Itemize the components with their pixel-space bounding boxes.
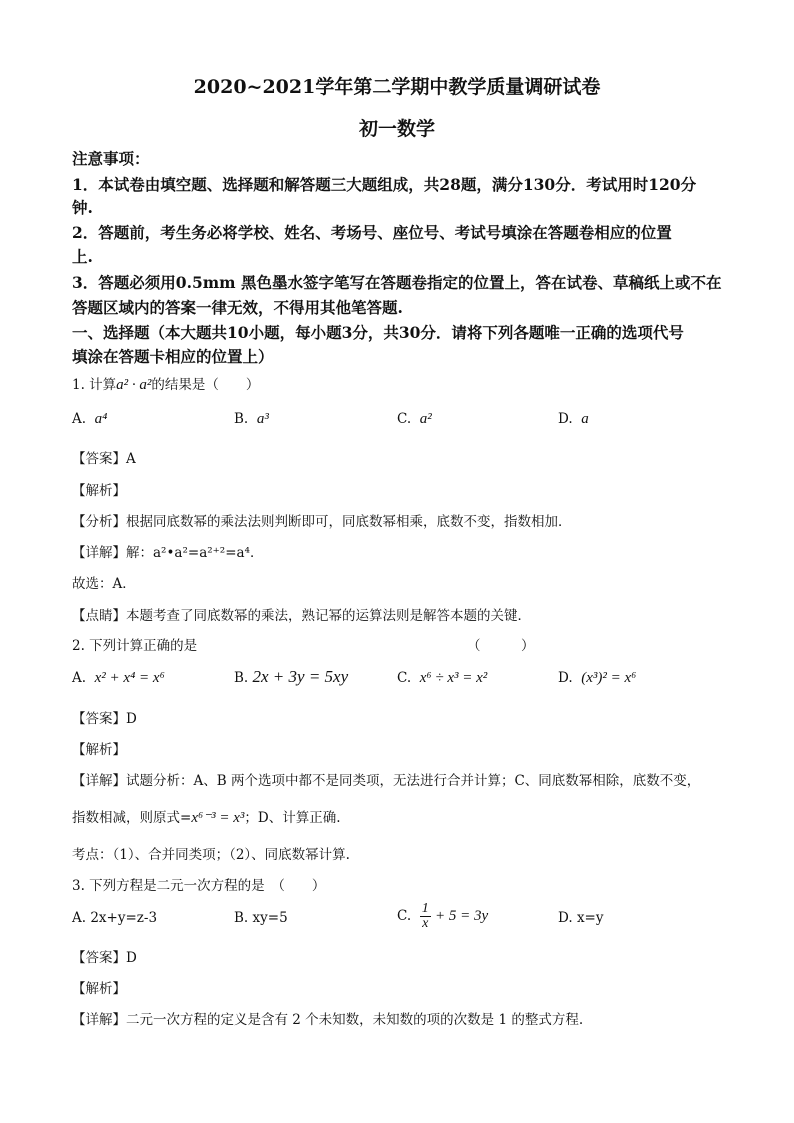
q1-detail: 【详解】解：a²•a²=a²⁺²=a⁴． <box>72 545 264 561</box>
q2-option-b <box>234 667 348 687</box>
q2-option-b-text: 2x + 3y = 5xy <box>252 667 349 686</box>
q3-option-d-text: x=y <box>576 910 604 926</box>
q2-detail-a: 【详解】试题分析：A、B 两个选项中都不是同类项，无法进行合并计算；C、同底数幂相除，底数不变， <box>72 773 701 789</box>
q3-option-a <box>72 910 157 926</box>
q3-detail: 【详解】二元一次方程的定义是含有 2 个未知数，未知数的项的次数是 1 的整式方程. <box>72 1012 584 1028</box>
q1-stem-suffix: 的结果是（ ） <box>151 377 260 393</box>
note-3-line-b: 答题区域内的答案一律无效，不得用其他笔答题. <box>72 298 403 317</box>
section1-heading-b: 填涂在答题卡相应的位置上） <box>72 347 274 366</box>
q1-option-d-text: a <box>581 411 589 427</box>
q3-option-b-text: xy=5 <box>252 910 288 926</box>
q1-option-d-label: D. <box>558 411 573 427</box>
q2-detail-b-prefix: 指数相减，则原式= <box>72 810 192 826</box>
q1-option-c-text: a² <box>419 411 432 427</box>
note-2-line-b: 上. <box>72 247 93 266</box>
q2-option-c-label: C. <box>397 670 412 686</box>
q1-dianjing: 【点睛】本题考查了同底数幂的乘法，熟记幂的运算法则是解答本题的关键． <box>72 608 531 624</box>
q2-option-c-text: x⁶ ÷ x³ = x² <box>419 670 488 686</box>
q2-detail-b-math: x⁶⁻³ = x³ <box>191 810 245 826</box>
q2-option-d-text: (x³)² = x⁶ <box>581 670 637 686</box>
q1-option-c-label: C. <box>397 411 412 427</box>
q1-choose: 故选：A． <box>72 576 136 592</box>
q1-option-b <box>234 411 269 428</box>
q2-option-d <box>558 670 636 687</box>
q2-stem: 2. 下列计算正确的是 <box>72 638 198 654</box>
q3-option-c-text: + 5 = 3y <box>435 908 489 924</box>
q2-option-a <box>72 670 165 687</box>
q3-option-b-label: B. <box>234 910 249 926</box>
q3-option-b <box>234 910 288 926</box>
q1-stem-prefix: 1. 计算 <box>72 377 117 393</box>
q1-option-d <box>558 411 589 428</box>
q1-analysis-tag: 【解析】 <box>72 483 126 499</box>
q3-analysis-tag: 【解析】 <box>72 981 126 997</box>
exam-subtitle: 初一数学 <box>358 118 435 140</box>
q3-option-a-text: 2x+y=z-3 <box>90 910 158 926</box>
q2-option-a-label: A. <box>72 670 87 686</box>
q2-answer-paren: （ ） <box>467 638 535 654</box>
q2-option-c <box>397 670 487 687</box>
q2-option-d-label: D. <box>558 670 573 686</box>
q3-answer: 【答案】D <box>72 950 137 966</box>
q3-fraction-denominator: x <box>422 916 429 931</box>
section1-heading-a: 一、选择题（本大题共10小题，每小题3分，共30分．请将下列各题唯一正确的选项代号 <box>72 323 684 342</box>
q2-detail-b <box>72 806 341 827</box>
note-2-line-a: 2．答题前，考生务必将学校、姓名、考场号、座位号、考试号填涂在答题卷相应的位置 <box>72 223 672 242</box>
q3-option-a-label: A. <box>72 910 87 926</box>
q2-option-b-label: B. <box>234 670 249 686</box>
q3-option-d-label: D. <box>558 910 573 926</box>
q2-analysis-tag: 【解析】 <box>72 742 126 758</box>
q1-option-a-text: a⁴ <box>94 411 108 427</box>
q2-option-a-text: x² + x⁴ = x⁶ <box>94 670 165 686</box>
q1-option-a-label: A. <box>72 411 87 427</box>
q3-fraction-numerator: 1 <box>421 901 429 916</box>
q1-fenxi: 【分析】根据同底数幂的乘法法则判断即可，同底数幂相乘，底数不变，指数相加． <box>72 514 572 530</box>
q1-option-a <box>72 411 107 428</box>
q3-option-c-fraction <box>420 902 431 931</box>
notes-heading: 注意事项： <box>72 149 150 168</box>
q1-answer: 【答案】A <box>72 451 136 467</box>
q1-option-c <box>397 411 432 428</box>
q2-kaodian: 考点：（1）、合并同类项；（2）、同底数幂计算. <box>72 847 350 863</box>
q3-option-c <box>397 902 488 931</box>
note-3-line-a: 3．答题必须用0.5mm 黑色墨水签字笔写在答题卷指定的位置上，答在试卷、草稿纸上或不在 <box>72 273 722 292</box>
note-1-line-a: 1．本试卷由填空题、选择题和解答题三大题组成，共28题，满分130分．考试用时120分 <box>72 175 697 194</box>
q3-stem: 3. 下列方程是二元一次方程的是 （ ） <box>72 878 326 894</box>
q3-option-c-label: C. <box>397 908 412 924</box>
q1-stem <box>72 373 259 394</box>
q3-option-d <box>558 910 604 926</box>
q2-answer: 【答案】D <box>72 711 137 727</box>
exam-title: 2020~2021学年第二学期中教学质量调研试卷 <box>193 76 601 98</box>
q1-option-b-label: B. <box>234 411 249 427</box>
q1-stem-math: a² · a² <box>116 377 152 393</box>
q1-option-b-text: a³ <box>256 411 269 427</box>
note-1-line-b: 钟. <box>72 198 93 217</box>
q2-detail-b-suffix: ；D、计算正确. <box>244 810 341 826</box>
